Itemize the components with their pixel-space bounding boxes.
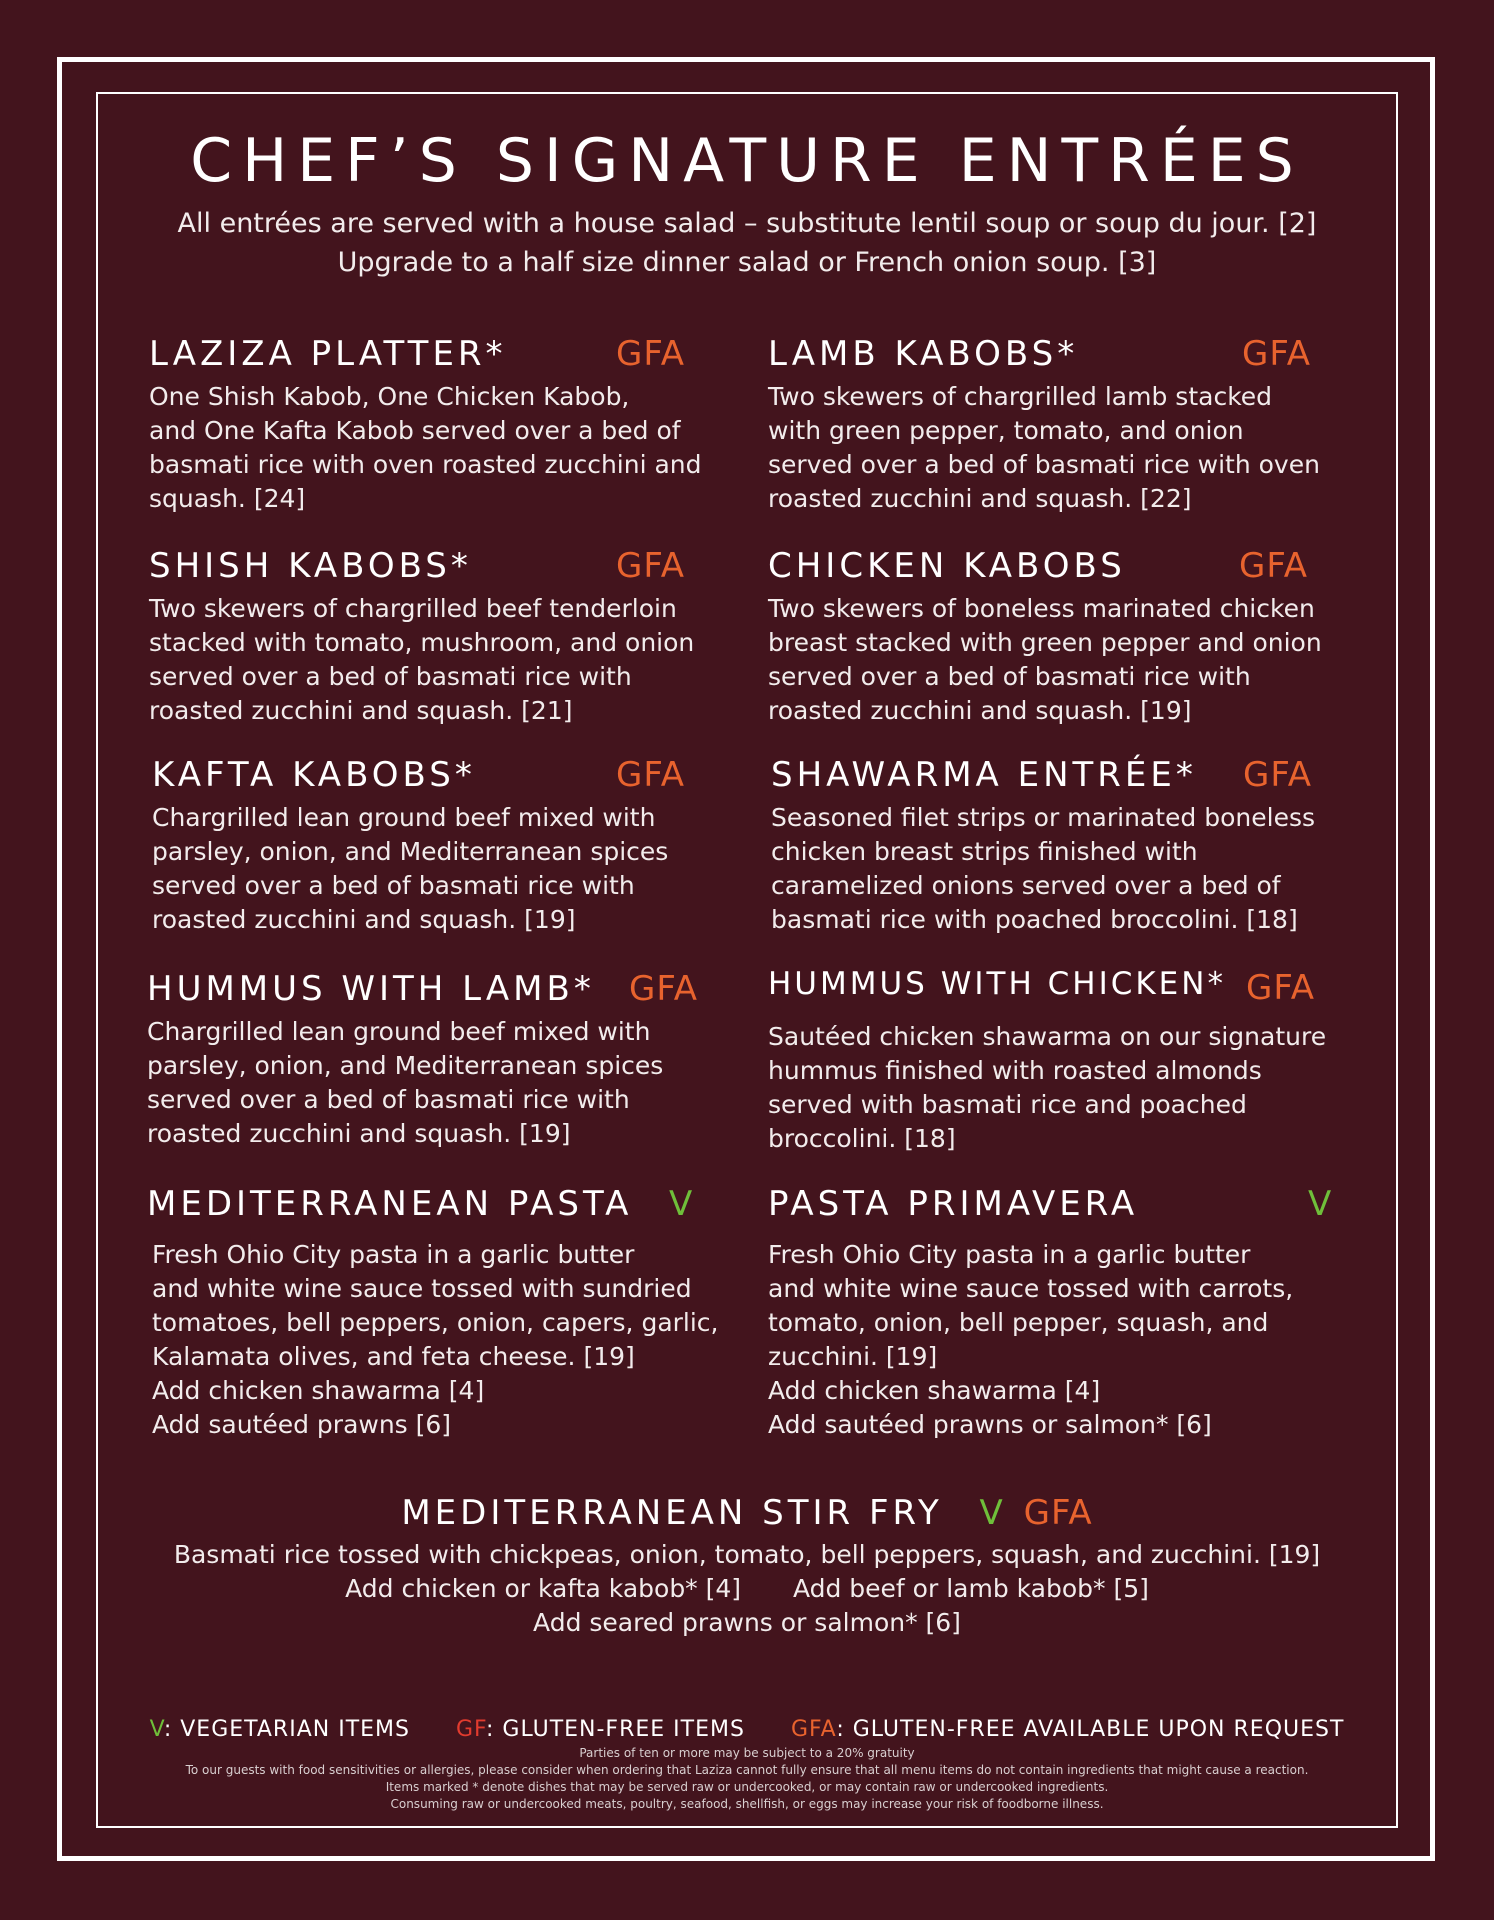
item-name: HUMMUS WITH LAMB* <box>147 969 595 1009</box>
gfa-tag: GFA <box>629 969 699 1009</box>
item-name: SHISH KABOBS* <box>149 546 472 586</box>
menu-item-mediterranean-pasta <box>147 1180 747 1442</box>
menu-item-laziza-platter <box>149 330 729 516</box>
item-description: Sautéed chicken shawarma on our signature hummus finished with roasted almonds served with basmati rice and poached broccolini. [18] <box>768 1022 1327 1153</box>
gfa-tag: GFA <box>1246 968 1316 1008</box>
gfa-tag: GFA <box>1242 334 1312 374</box>
vegetarian-tag: V <box>1308 1184 1332 1224</box>
addon-chicken-kafta: Add chicken or kafta kabob* [4] <box>345 1574 742 1603</box>
vegetarian-tag: V <box>979 1493 1003 1533</box>
menu-item-shawarma-entree <box>771 751 1351 937</box>
legend-gfa-key: GFA <box>790 1717 837 1742</box>
item-name: KAFTA KABOBS* <box>152 755 476 795</box>
addon-beef-lamb: Add beef or lamb kabob* [5] <box>792 1574 1149 1603</box>
gfa-tag: GFA <box>1023 1493 1093 1533</box>
upgrade-note: Upgrade to a half size dinner salad or French onion soup. [3] <box>337 247 1157 278</box>
item-name: LAMB KABOBS* <box>768 334 1079 374</box>
stir-fry-addons <box>0 1572 1494 1606</box>
legend-gf-key: GF <box>455 1717 486 1742</box>
item-description: Two skewers of boneless marinated chicken breast stacked with green pepper and onion served over a bed of basmati rice with roasted zucchini and squash. [19] <box>768 594 1322 725</box>
menu-item-kafta-kabobs <box>152 751 732 937</box>
item-name: LAZIZA PLATTER* <box>149 334 507 374</box>
addon-prawns-salmon: Add seared prawns or salmon* [6] <box>533 1608 961 1637</box>
menu-item-chicken-kabobs <box>768 542 1348 728</box>
raw-items-note: Items marked * denote dishes that may be served raw or undercooked, or may contain raw or undercooked ingredients. <box>385 1780 1109 1794</box>
stir-fry-description: Basmati rice tossed with chickpeas, onion, tomato, bell peppers, squash, and zucchini. [19] <box>173 1540 1321 1569</box>
gratuity-note: Parties of ten or more may be subject to a 20% gratuity <box>579 1746 915 1760</box>
menu-item-mediterranean-stir-fry <box>0 1488 1494 1538</box>
page-title: CHEF’S SIGNATURE ENTRÉES <box>190 126 1304 196</box>
gfa-tag: GFA <box>616 755 686 795</box>
item-name: MEDITERRANEAN STIR FRY <box>401 1493 943 1533</box>
item-description: Fresh Ohio City pasta in a garlic butter and white wine sauce tossed with carrots, tomato, onion, bell pepper, squash, and zucchini. [19] Add chicken shawarma [4] Add sautéed prawns or salmon* [6] <box>768 1240 1294 1439</box>
item-description: Chargrilled lean ground beef mixed with parsley, onion, and Mediterranean spices served over a bed of basmati rice with roasted zucchini and squash. [19] <box>152 803 669 934</box>
menu-item-shish-kabobs <box>149 542 729 728</box>
legend-gfa-label: : GLUTEN-FREE AVAILABLE UPON REQUEST <box>836 1717 1345 1742</box>
item-description: Fresh Ohio City pasta in a garlic butter and white wine sauce tossed with sundried tomatoes, bell peppers, onion, capers, garlic, Kalamata olives, and feta cheese. [19] Add chicken shawarma [4] Add sautéed prawns [6] <box>152 1240 719 1439</box>
salad-note: All entrées are served with a house salad – substitute lentil soup or soup du jour. [2] <box>177 208 1317 239</box>
gfa-tag: GFA <box>1239 546 1309 586</box>
menu-item-pasta-primavera <box>768 1180 1348 1442</box>
item-name: SHAWARMA ENTRÉE* <box>771 755 1197 795</box>
item-description: Two skewers of chargrilled beef tenderloin stacked with tomato, mushroom, and onion served over a bed of basmati rice with roasted zucchini and squash. [21] <box>149 594 695 725</box>
item-name: PASTA PRIMAVERA <box>768 1184 1139 1224</box>
item-name: CHICKEN KABOBS <box>768 546 1126 586</box>
menu-item-hummus-with-chicken <box>768 960 1358 1156</box>
vegetarian-tag: V <box>669 1184 693 1224</box>
item-description: Two skewers of chargrilled lamb stacked with green pepper, tomato, and onion served over a bed of basmati rice with oven roasted zucchini and squash. [22] <box>768 382 1320 513</box>
menu-item-hummus-with-lamb <box>147 965 737 1151</box>
gfa-tag: GFA <box>616 334 686 374</box>
item-description: One Shish Kabob, One Chicken Kabob, and One Kafta Kabob served over a bed of basmati rice with oven roasted zucchini and squash. [24] <box>149 382 702 513</box>
item-name: MEDITERRANEAN PASTA <box>147 1184 633 1224</box>
allergy-note: To our guests with food sensitivities or allergies, please consider when ordering that Laziza cannot fully ensure that all menu items do not contain ingredients that might cause a reaction. <box>185 1763 1309 1777</box>
dietary-legend <box>0 1717 1494 1742</box>
legend-v-key: V <box>149 1717 164 1742</box>
legend-v-label: : VEGETARIAN ITEMS <box>163 1717 410 1742</box>
gfa-tag: GFA <box>1243 755 1313 795</box>
item-description: Chargrilled lean ground beef mixed with parsley, onion, and Mediterranean spices served over a bed of basmati rice with roasted zucchini and squash. [19] <box>147 1017 664 1148</box>
menu-item-lamb-kabobs <box>768 330 1348 516</box>
foodborne-warning: Consuming raw or undercooked meats, poultry, seafood, shellfish, or eggs may increase your risk of foodborne illness. <box>390 1797 1104 1811</box>
item-description: Seasoned filet strips or marinated boneless chicken breast strips finished with caramelized onions served over a bed of basmati rice with poached broccolini. [18] <box>771 803 1315 934</box>
legend-gf-label: : GLUTEN-FREE ITEMS <box>485 1717 745 1742</box>
gfa-tag: GFA <box>616 546 686 586</box>
item-name: HUMMUS WITH CHICKEN* <box>768 966 1226 1002</box>
